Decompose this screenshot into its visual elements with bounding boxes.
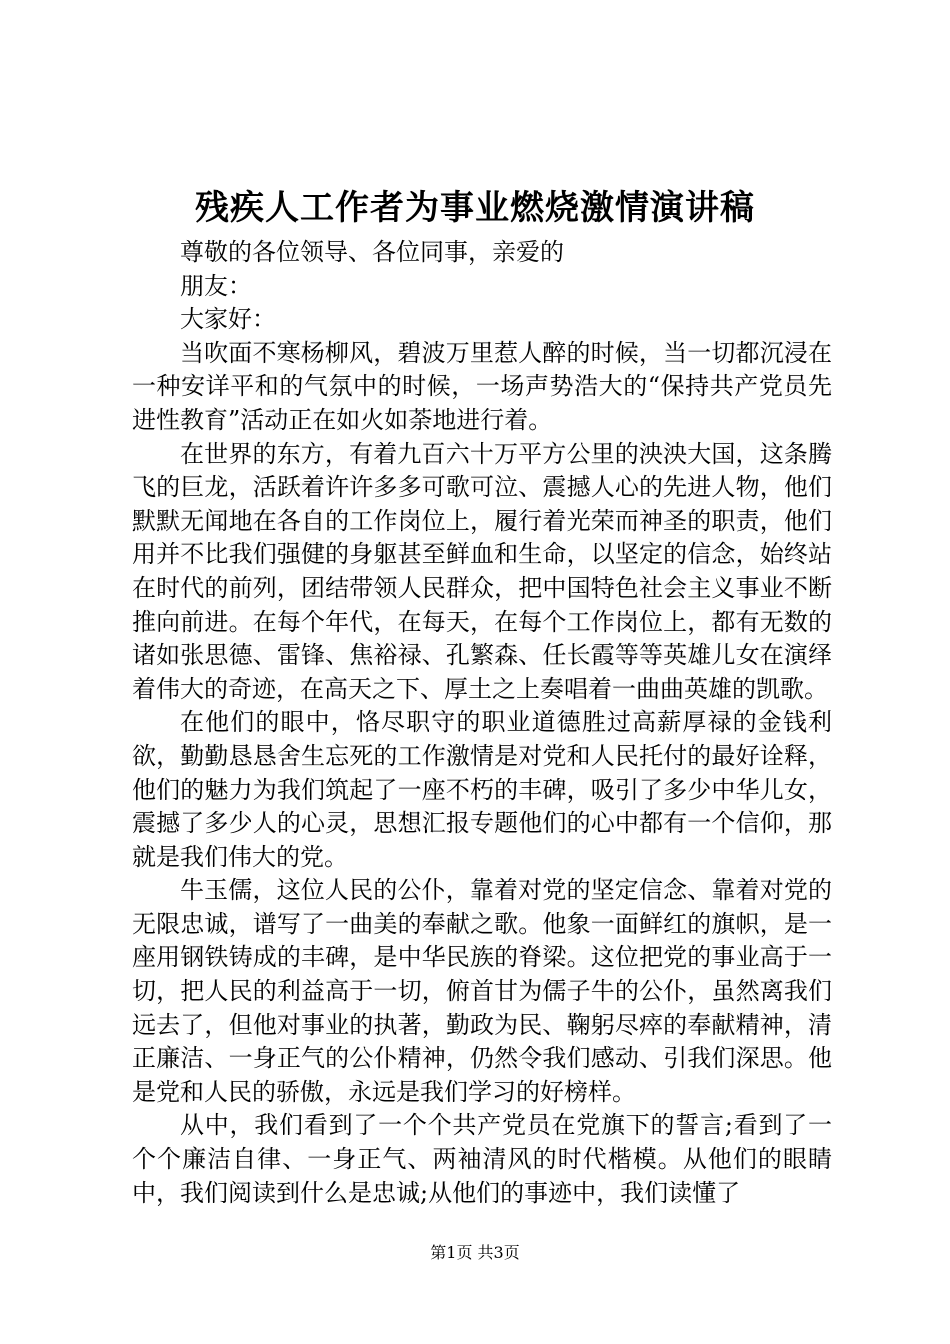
document-body	[132, 236, 832, 1210]
document-title: 残疾人工作者为事业燃烧激情演讲稿	[195, 188, 755, 228]
body-paragraph: 在世界的东方，有着九百六十万平方公里的泱泱大国，这条腾飞的巨龙，活跃着许许多多可歌可泣、震撼人心的先进人物，他们默默无闻地在各自的工作岗位上，履行着光荣而神圣的职责，他们用并不比我们强健的身躯甚至鲜血和生命，以坚定的信念，始终站在时代的前列，团结带领人民群众，把中国特色社会主义事业不断推向前进。在每个年代，在每天，在每个工作岗位上，都有无数的诸如张思德、雷锋、焦裕禄、孔繁森、任长霞等等英雄儿女在演绎着伟大的奇迹，在高天之下、厚土之上奏唱着一曲曲英雄的凯歌。	[132, 439, 832, 703]
body-paragraph: 在他们的眼中，恪尽职守的职业道德胜过高薪厚禄的金钱利欲，勤勤恳恳舍生忘死的工作激情是对党和人民托付的最好诠释，他们的魅力为我们筑起了一座不朽的丰碑，吸引了多少中华儿女，震撼了多少人的心灵，思想汇报专题他们的心中都有一个信仰，那就是我们伟大的党。	[132, 708, 832, 871]
greeting-line: 尊敬的各位领导、各位同事，亲爱的	[180, 238, 564, 266]
page-footer: 第1页 共3页	[430, 1243, 520, 1262]
body-paragraph: 当吹面不寒杨柳风，碧波万里惹人醉的时候，当一切都沉浸在一种安详平和的气氛中的时候，一场声势浩大的“保持共产党员先进性教育”活动正在如火如荼地进行着。	[132, 338, 832, 434]
greeting-line: 朋友：	[180, 271, 252, 300]
body-paragraph: 从中，我们看到了一个个共产党员在党旗下的誓言;看到了一个个廉洁自律、一身正气、两袖清风的时代楷模。从他们的眼睛中，我们阅读到什么是忠诚;从他们的事迹中，我们读懂了	[132, 1111, 832, 1207]
body-paragraph: 牛玉儒，这位人民的公仆，靠着对党的坚定信念、靠着对党的无限忠诚，谱写了一曲美的奉献之歌。他象一面鲜红的旗帜，是一座用钢铁铸成的丰碑，是中华民族的脊梁。这位把党的事业高于一切，把人民的利益高于一切，俯首甘为儒子牛的公仆，虽然离我们远去了，但他对事业的执著，勤政为民、鞠躬尽瘁的奉献精神，清正廉洁、一身正气的公仆精神，仍然令我们感动、引我们深思。他是党和人民的骄傲，永远是我们学习的好榜样。	[132, 876, 832, 1106]
greeting-line: 大家好：	[180, 305, 276, 334]
